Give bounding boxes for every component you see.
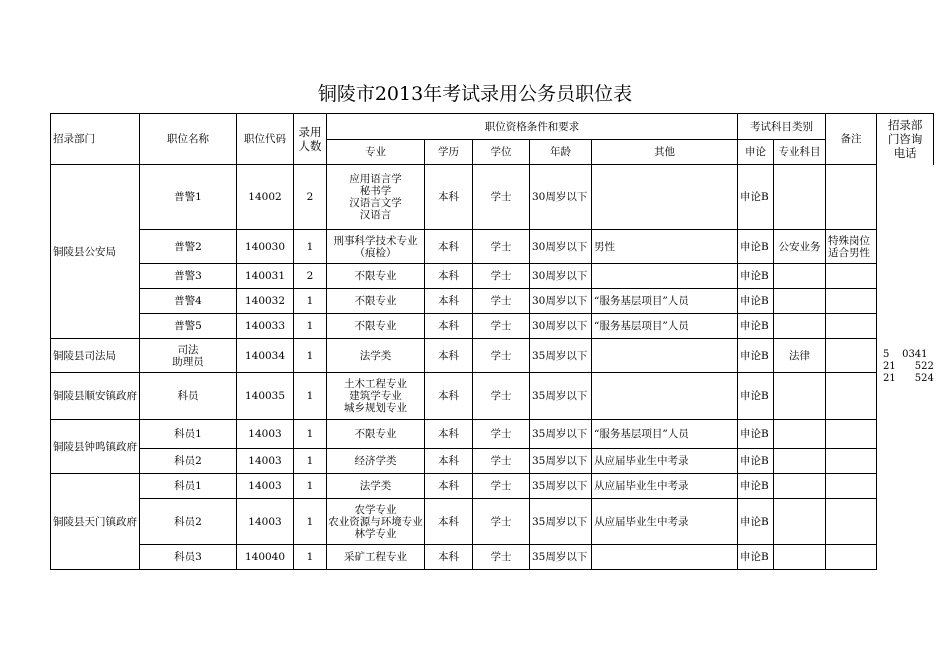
cell-line: 汉语言 <box>359 209 392 221</box>
education: 本科 <box>425 165 473 230</box>
table-row <box>51 339 934 373</box>
department-name: 铜陵县钟鸣镇政府 <box>51 420 140 474</box>
hire-count: 1 <box>294 289 327 314</box>
education: 本科 <box>425 474 473 499</box>
remark <box>826 373 877 420</box>
major <box>327 165 425 230</box>
age: 35周岁以下 <box>530 420 592 449</box>
other-requirements <box>592 545 738 570</box>
position-name <box>140 545 237 570</box>
contact-line: 5 0341 <box>883 349 928 360</box>
cell-line: 普警2 <box>174 240 202 253</box>
hire-count: 2 <box>294 165 327 230</box>
position-name <box>140 289 237 314</box>
age: 35周岁以下 <box>530 545 592 570</box>
position-name <box>140 230 237 264</box>
cell-line: 法学类 <box>359 349 392 362</box>
department-name: 铜陵县顺安镇政府 <box>51 373 140 420</box>
major <box>327 230 425 264</box>
other-requirements <box>592 373 738 420</box>
cell-line: 助理员 <box>172 355 204 368</box>
header-subject: 专业科目 <box>774 140 826 165</box>
remark <box>826 474 877 499</box>
cell-line: 不限专业 <box>354 320 397 332</box>
position-code: 14003 <box>237 449 294 474</box>
other-requirements: 从应届毕业生中考录 <box>592 474 738 499</box>
cell-line: （痕检） <box>354 246 397 259</box>
hire-count: 1 <box>294 339 327 373</box>
cell-line: 科员1 <box>174 480 202 492</box>
major <box>327 499 425 545</box>
degree: 学士 <box>473 289 530 314</box>
position-code: 14002 <box>237 165 294 230</box>
cell-line: 科员1 <box>174 428 202 440</box>
remark <box>826 449 877 474</box>
other-requirements: 从应届毕业生中考录 <box>592 499 738 545</box>
position-code: 14003 <box>237 474 294 499</box>
major <box>327 314 425 339</box>
table-row <box>51 230 934 264</box>
position-code: 140032 <box>237 289 294 314</box>
table-row <box>51 499 934 545</box>
shenlun-type: 申论B <box>738 449 774 474</box>
remark <box>826 230 877 264</box>
contact-phone <box>877 165 934 570</box>
table-row <box>51 545 934 570</box>
major <box>327 289 425 314</box>
remark <box>826 499 877 545</box>
remark <box>826 420 877 449</box>
header-position-name: 职位名称 <box>140 114 237 165</box>
header-dept: 招录部门 <box>51 114 140 165</box>
position-code: 140033 <box>237 314 294 339</box>
cell-line: 科员 <box>177 390 199 402</box>
cell-line: 不限专业 <box>354 270 397 282</box>
age: 35周岁以下 <box>530 339 592 373</box>
degree: 学士 <box>473 545 530 570</box>
hire-count: 2 <box>294 264 327 289</box>
position-code: 14003 <box>237 420 294 449</box>
shenlun-type: 申论B <box>738 314 774 339</box>
shenlun-type: 申论B <box>738 420 774 449</box>
age: 30周岁以下 <box>530 289 592 314</box>
cell-line: 科员2 <box>174 515 202 528</box>
position-name <box>140 499 237 545</box>
degree: 学士 <box>473 264 530 289</box>
shenlun-type: 申论B <box>738 165 774 230</box>
header-degree: 学位 <box>473 140 530 165</box>
professional-subject <box>774 314 826 339</box>
position-name <box>140 449 237 474</box>
position-name <box>140 373 237 420</box>
shenlun-type: 申论B <box>738 499 774 545</box>
header-count: 录用人数 <box>294 114 327 165</box>
professional-subject: 法律 <box>774 339 826 373</box>
education: 本科 <box>425 264 473 289</box>
cell-line: 采矿工程专业 <box>344 551 407 563</box>
cell-line: 普警5 <box>174 320 202 332</box>
hire-count: 1 <box>294 449 327 474</box>
degree: 学士 <box>473 449 530 474</box>
cell-line: 不限专业 <box>354 295 397 307</box>
other-requirements: 从应届毕业生中考录 <box>592 449 738 474</box>
major <box>327 373 425 420</box>
education: 本科 <box>425 420 473 449</box>
hire-count: 1 <box>294 373 327 420</box>
position-code: 140040 <box>237 545 294 570</box>
age: 35周岁以下 <box>530 474 592 499</box>
professional-subject <box>774 449 826 474</box>
cell-line: 刑事科学技术专业 <box>333 234 418 247</box>
other-requirements: 男性 <box>592 230 738 264</box>
cell-line: 农业资源与环境专业 <box>328 515 423 528</box>
cell-line: 林学专业 <box>354 527 397 540</box>
other-requirements <box>592 264 738 289</box>
remark <box>826 289 877 314</box>
department-name: 铜陵县司法局 <box>51 339 140 373</box>
degree: 学士 <box>473 165 530 230</box>
shenlun-type: 申论B <box>738 289 774 314</box>
professional-subject <box>774 373 826 420</box>
cell-line: 司法 <box>177 343 199 356</box>
position-code: 140034 <box>237 339 294 373</box>
hire-count: 1 <box>294 420 327 449</box>
professional-subject <box>774 545 826 570</box>
position-name <box>140 474 237 499</box>
table-row <box>51 289 934 314</box>
position-name <box>140 339 237 373</box>
table-row <box>51 165 934 230</box>
header-shenlun: 申论 <box>738 140 774 165</box>
age: 30周岁以下 <box>530 264 592 289</box>
table-row <box>51 264 934 289</box>
age: 30周岁以下 <box>530 230 592 264</box>
education: 本科 <box>425 289 473 314</box>
remark <box>826 339 877 373</box>
cell-line: 适合男性 <box>828 246 870 259</box>
age: 35周岁以下 <box>530 499 592 545</box>
remark <box>826 314 877 339</box>
education: 本科 <box>425 314 473 339</box>
education: 本科 <box>425 373 473 420</box>
education: 本科 <box>425 230 473 264</box>
hire-count: 1 <box>294 499 327 545</box>
shenlun-type: 申论B <box>738 474 774 499</box>
shenlun-type: 申论B <box>738 373 774 420</box>
age: 30周岁以下 <box>530 314 592 339</box>
contact-line: 21 522 <box>883 361 934 372</box>
degree: 学士 <box>473 474 530 499</box>
professional-subject <box>774 474 826 499</box>
cell-line: 特殊岗位 <box>828 234 870 247</box>
header-contact: 招录部门咨询电话 <box>877 114 934 165</box>
age: 35周岁以下 <box>530 373 592 420</box>
shenlun-type: 申论B <box>738 230 774 264</box>
shenlun-type: 申论B <box>738 545 774 570</box>
cell-line: 农学专业 <box>354 503 397 516</box>
position-code: 14003 <box>237 499 294 545</box>
position-name <box>140 420 237 449</box>
degree: 学士 <box>473 373 530 420</box>
cell-line: 科员3 <box>174 551 202 563</box>
degree: 学士 <box>473 314 530 339</box>
hire-count: 1 <box>294 545 327 570</box>
age: 35周岁以下 <box>530 449 592 474</box>
cell-line: 普警3 <box>174 270 202 282</box>
degree: 学士 <box>473 420 530 449</box>
header-qualifications: 职位资格条件和要求 <box>327 114 738 140</box>
degree: 学士 <box>473 499 530 545</box>
cell-line: 普警1 <box>174 191 202 203</box>
cell-line: 城乡规划专业 <box>344 402 407 414</box>
header-age: 年龄 <box>530 140 592 165</box>
cell-line: 普警4 <box>174 295 202 307</box>
hire-count: 1 <box>294 314 327 339</box>
professional-subject <box>774 264 826 289</box>
other-requirements <box>592 339 738 373</box>
education: 本科 <box>425 499 473 545</box>
header-remark: 备注 <box>826 114 877 165</box>
table-row <box>51 314 934 339</box>
hire-count: 1 <box>294 474 327 499</box>
major <box>327 474 425 499</box>
header-major: 专业 <box>327 140 425 165</box>
header-education: 学历 <box>425 140 473 165</box>
professional-subject: 公安业务 <box>774 230 826 264</box>
shenlun-type: 申论B <box>738 264 774 289</box>
degree: 学士 <box>473 230 530 264</box>
position-name <box>140 264 237 289</box>
major <box>327 339 425 373</box>
page-title: 铜陵市2013年考试录用公务员职位表 <box>317 83 633 105</box>
other-requirements <box>592 165 738 230</box>
remark <box>826 545 877 570</box>
table-row <box>51 449 934 474</box>
cell-line: 土木工程专业 <box>344 378 407 390</box>
table-row <box>51 474 934 499</box>
professional-subject <box>774 289 826 314</box>
cell-line: 科员2 <box>174 455 202 467</box>
education: 本科 <box>425 449 473 474</box>
department-name: 铜陵县公安局 <box>51 165 140 339</box>
cell-line: 应用语言学 <box>349 173 402 185</box>
positions-table <box>50 113 934 570</box>
education: 本科 <box>425 545 473 570</box>
professional-subject <box>774 499 826 545</box>
position-name <box>140 314 237 339</box>
major <box>327 449 425 474</box>
remark <box>826 264 877 289</box>
other-requirements: “服务基层项目”人员 <box>592 289 738 314</box>
contact-line: 21 524 <box>883 373 934 384</box>
position-code: 140035 <box>237 373 294 420</box>
shenlun-type: 申论B <box>738 339 774 373</box>
professional-subject <box>774 165 826 230</box>
major <box>327 545 425 570</box>
header-exam: 考试科目类别 <box>738 114 826 140</box>
position-code: 140031 <box>237 264 294 289</box>
cell-line: 秘书学 <box>359 185 392 197</box>
age: 30周岁以下 <box>530 165 592 230</box>
major <box>327 264 425 289</box>
department-name: 铜陵县天门镇政府 <box>51 474 140 570</box>
header-position-code: 职位代码 <box>237 114 294 165</box>
cell-line: 法学类 <box>359 480 392 492</box>
table-row <box>51 420 934 449</box>
cell-line: 经济学类 <box>354 455 397 467</box>
cell-line: 汉语言文学 <box>349 197 402 209</box>
other-requirements: “服务基层项目”人员 <box>592 420 738 449</box>
position-code: 140030 <box>237 230 294 264</box>
table-row <box>51 373 934 420</box>
other-requirements: “服务基层项目”人员 <box>592 314 738 339</box>
hire-count: 1 <box>294 230 327 264</box>
major <box>327 420 425 449</box>
position-name <box>140 165 237 230</box>
professional-subject <box>774 420 826 449</box>
cell-line: 不限专业 <box>354 428 397 440</box>
remark <box>826 165 877 230</box>
cell-line: 建筑学专业 <box>349 390 402 402</box>
education: 本科 <box>425 339 473 373</box>
degree: 学士 <box>473 339 530 373</box>
header-other: 其他 <box>592 140 738 165</box>
